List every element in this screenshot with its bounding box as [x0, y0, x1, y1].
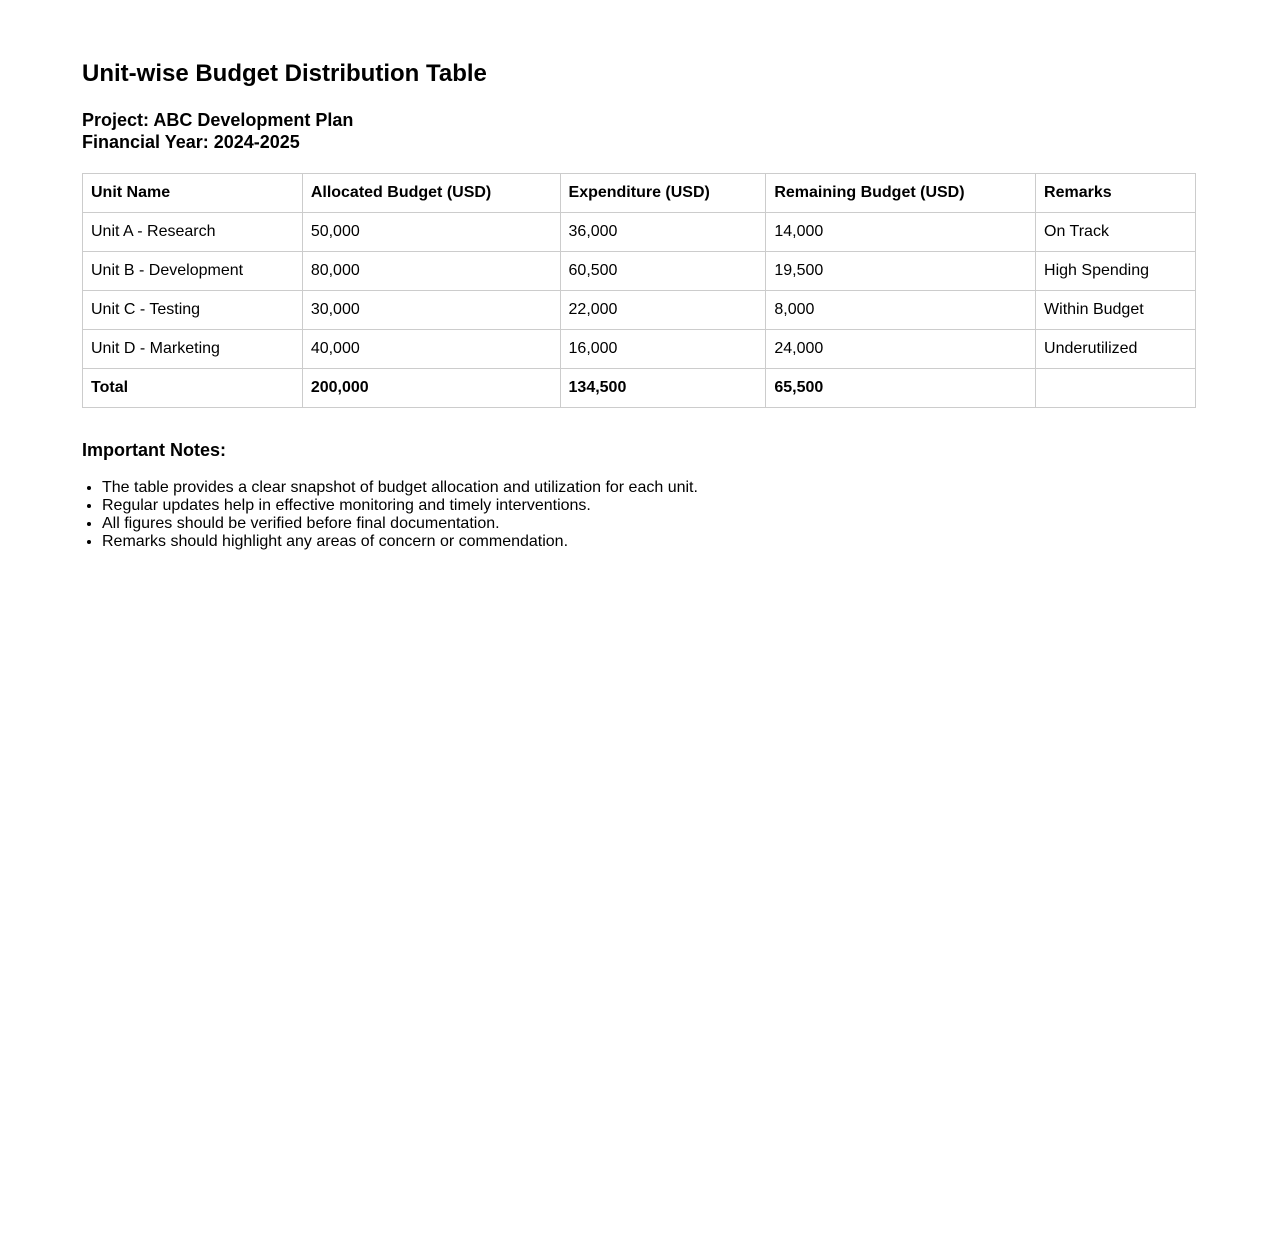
cell-remaining-budget: 14,000 — [766, 213, 1036, 252]
cell-expenditure: 36,000 — [560, 213, 766, 252]
table-row — [83, 291, 1196, 330]
list-item: • All figures should be verified before final documentation. — [102, 515, 1196, 533]
cell-expenditure: 22,000 — [560, 291, 766, 330]
cell-allocated-budget: 50,000 — [302, 213, 560, 252]
table-row — [83, 252, 1196, 291]
table-total-row — [83, 369, 1196, 408]
financial-year: Financial Year: 2024-2025 — [82, 132, 300, 152]
header-unit-name: Unit Name — [83, 174, 303, 213]
cell-remarks: Underutilized — [1036, 330, 1196, 369]
header-allocated-budget: Allocated Budget (USD) — [302, 174, 560, 213]
project-name: Project: ABC Development Plan — [82, 110, 354, 130]
cell-remarks: High Spending — [1036, 252, 1196, 291]
header-expenditure: Expenditure (USD) — [560, 174, 766, 213]
cell-expenditure: 60,500 — [560, 252, 766, 291]
cell-remaining-budget: 8,000 — [766, 291, 1036, 330]
notes-heading: Important Notes: — [82, 440, 226, 460]
table-header-row — [83, 174, 1196, 213]
header-remaining-budget: Remaining Budget (USD) — [766, 174, 1036, 213]
table-row — [83, 330, 1196, 369]
cell-remarks: On Track — [1036, 213, 1196, 252]
cell-unit-name: Unit C - Testing — [83, 291, 303, 330]
total-expenditure: 134,500 — [560, 369, 766, 408]
cell-unit-name: Unit B - Development — [83, 252, 303, 291]
list-item: • Regular updates help in effective monitoring and timely interventions. — [102, 497, 1196, 515]
header-remarks: Remarks — [1036, 174, 1196, 213]
project-info — [82, 109, 1196, 153]
cell-remarks: Within Budget — [1036, 291, 1196, 330]
cell-allocated-budget: 40,000 — [302, 330, 560, 369]
total-remarks — [1036, 369, 1196, 408]
page-title: Unit-wise Budget Distribution Table — [82, 60, 487, 87]
total-allocated-budget: 200,000 — [302, 369, 560, 408]
cell-remaining-budget: 19,500 — [766, 252, 1036, 291]
total-label: Total — [83, 369, 303, 408]
cell-allocated-budget: 80,000 — [302, 252, 560, 291]
table-row — [83, 213, 1196, 252]
cell-unit-name: Unit D - Marketing — [83, 330, 303, 369]
list-item: • Remarks should highlight any areas of concern or commendation. — [102, 533, 1196, 551]
cell-expenditure: 16,000 — [560, 330, 766, 369]
cell-remaining-budget: 24,000 — [766, 330, 1036, 369]
cell-unit-name: Unit A - Research — [83, 213, 303, 252]
list-item: • The table provides a clear snapshot of budget allocation and utilization for each unit. — [102, 479, 1196, 497]
document-page — [0, 0, 1278, 551]
cell-allocated-budget: 30,000 — [302, 291, 560, 330]
budget-table — [82, 173, 1196, 408]
total-remaining-budget: 65,500 — [766, 369, 1036, 408]
notes-list — [82, 479, 1196, 551]
